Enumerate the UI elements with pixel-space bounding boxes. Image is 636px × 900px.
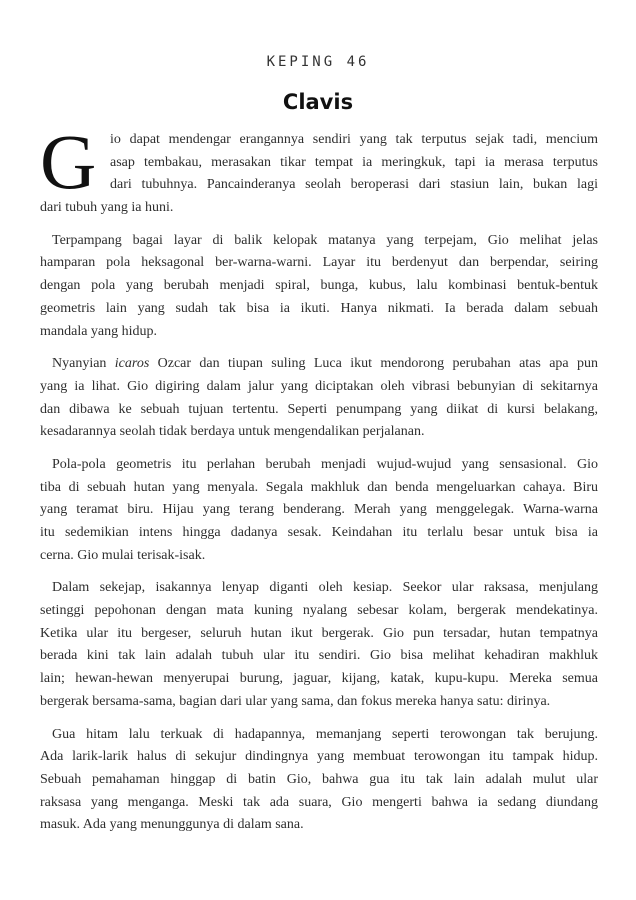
text-line: raksasa yang menganga. Meski tak ada suara, Gio mengerti bahwa ia sedang diundang	[40, 794, 598, 810]
text-line: Ada larik-larik halus di sekujur dindingnya yang membuat terowongan itu tampak hidup.	[40, 749, 598, 765]
text-line: tiba di sebuah hutan yang menyala. Segala makhluk dan benda mengeluarkan cahaya. Biru	[40, 479, 598, 495]
text-line: dari tubuh yang ia huni.	[40, 200, 174, 216]
text-line: kesadarannya seolah tidak berdaya untuk mengendalikan perjalanan.	[40, 424, 425, 440]
chapter-body	[40, 118, 598, 847]
text-line: hamparan pola heksagonal ber-warna-warni. Layar itu berdenyut dan berpendar, seiring	[40, 255, 598, 271]
text-line: itu sedemikian intens hingga dadanya sesak. Keindahan itu terlalu besar untuk bisa ia	[40, 525, 598, 540]
text-line: Gua hitam lalu terkuak di hadapannya, memanjang seperti terowongan tak berujung.	[52, 726, 598, 742]
text-line: Sebuah pemahaman hinggap di batin Gio, bahwa gua itu tak lain adalah mulut ular	[40, 771, 598, 787]
text-line: Dalam sekejap, isakannya lenyap diganti oleh kesiap. Seekor ular raksasa, menjulang	[52, 580, 598, 596]
paragraph	[40, 577, 598, 713]
paragraph	[40, 230, 598, 343]
text-line: masuk. Ada yang menunggunya di dalam sana.	[40, 817, 304, 833]
paragraph	[40, 118, 598, 220]
text-line: berada kini tak lain adalah tubuh ular itu sendiri. Gio bisa melihat kehadiran makhluk	[40, 648, 598, 664]
text-line: bergerak bersama-sama, bagian dari ular yang sama, dan fokus mereka hanya satu: dirinya.	[40, 693, 551, 709]
text-line	[40, 353, 598, 376]
text-line: io dapat mendengar erangannya sendiri yang tak terputus sejak tadi, mencium	[110, 132, 598, 147]
italic-term: icaros	[114, 356, 150, 372]
text-line: Pola-pola geometris itu perlahan berubah menjadi wujud-wujud yang sensasional. Gio	[52, 456, 598, 472]
text-line: mandala yang hidup.	[40, 323, 158, 339]
text-segment: Nyanyian	[52, 356, 115, 372]
text-line: asap tembakau, merasakan tikar tempat ia meringkuk, tapi ia merasa terputus	[110, 154, 598, 170]
text-line: lain; hewan-hewan menyerupai burung, jaguar, kijang, katak, kupu-kupu. Mereka semua	[40, 671, 598, 687]
paragraph	[40, 724, 598, 837]
text-segment: Ozcar dan tiupan suling Luca ikut mendorong perubahan atas apa pun	[149, 356, 598, 372]
text-line: Ketika ular itu bergeser, seluruh hutan ikut bergerak. Gio pun tersadar, hutan tempatnya	[40, 625, 598, 641]
paragraph	[40, 454, 598, 567]
text-line: yang teramat biru. Hijau yang terang benderang. Merah yang menggelegak. Warna-warna	[40, 502, 598, 518]
text-line: yang ia lihat. Gio digiring dalam jalur yang diciptakan oleh vibrasi bebunyian di sekitarnya	[40, 378, 598, 394]
drop-cap: G	[40, 118, 97, 205]
text-line: Terpampang bagai layar di balik kelopak matanya yang terpejam, Gio melihat jelas	[52, 232, 598, 248]
text-line: dengan pola yang berubah menjadi spiral, bunga, kubus, lalu kombinasi bentuk-bentuk	[40, 278, 598, 294]
chapter-number: KEPING 46	[266, 54, 370, 70]
text-line: setinggi pepohonan dengan mata kuning nyalang sebesar kolam, bergerak mendekatinya.	[40, 603, 598, 619]
text-line: dan dibawa ke sebuah tujuan tertentu. Seperti penumpang yang diikat di kursi belakang,	[40, 401, 598, 417]
chapter-title: Clavis	[282, 90, 354, 114]
text-line: dari tubuhnya. Pancainderanya seolah beroperasi dari stasiun lain, bukan lagi	[110, 177, 598, 193]
text-line: geometris lain yang sudah tak bisa ia ikuti. Hanya nikmati. Ia berada dalam sebuah	[40, 300, 598, 316]
paragraph	[40, 353, 598, 444]
text-line: cerna. Gio mulai terisak-isak.	[40, 547, 206, 563]
